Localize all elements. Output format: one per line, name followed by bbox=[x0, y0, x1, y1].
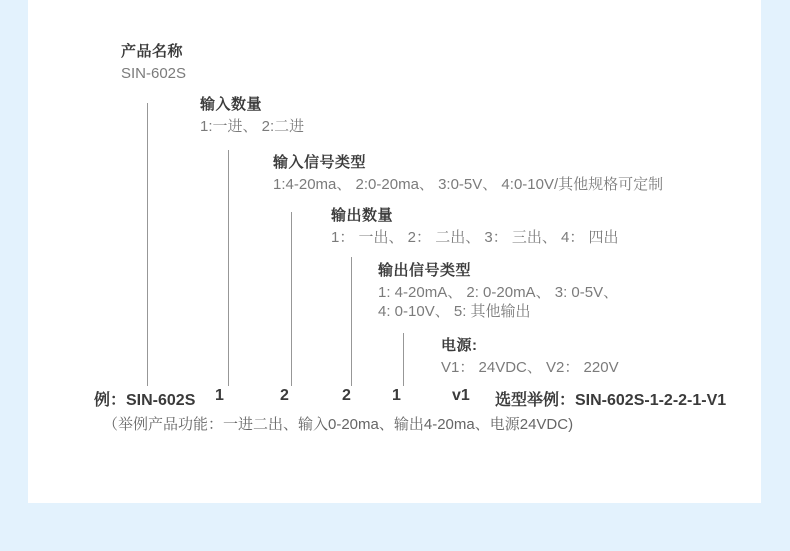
connector-line-output-signal bbox=[403, 333, 404, 386]
example-code-output-signal: 1 bbox=[392, 387, 401, 404]
output-count-options: 1： 一出、 2： 二出、 3： 三出、 4： 四出 bbox=[331, 229, 619, 246]
connector-line-input-signal bbox=[291, 212, 292, 386]
connector-line-input-count bbox=[228, 150, 229, 386]
output-signal-type-block bbox=[378, 260, 618, 321]
output-signal-type-options-line1: 1: 4-20mA、 2: 0-20mA、 3: 0-5V、 bbox=[378, 284, 619, 301]
example-code-power: v1 bbox=[452, 387, 470, 404]
output-signal-type-label: 输出信号类型 bbox=[378, 262, 472, 279]
example-summary: 选型举例：SIN-602S-1-2-2-1-V1 bbox=[495, 392, 727, 409]
input-signal-type-label: 输入信号类型 bbox=[273, 154, 367, 171]
power-supply-options: V1： 24VDC、 V2： 220V bbox=[441, 359, 619, 376]
product-name-block bbox=[121, 41, 186, 83]
connector-line-output-count bbox=[351, 257, 352, 386]
example-code-input-count: 1 bbox=[215, 387, 224, 404]
example-code-input-signal: 2 bbox=[280, 387, 289, 404]
product-name-value: SIN-602S bbox=[121, 65, 187, 82]
input-count-label: 输入数量 bbox=[200, 96, 263, 113]
input-signal-type-options: 1:4-20ma、 2:0-20ma、 3:0-5V、 4:0-10V/其他规格可定制 bbox=[273, 176, 664, 193]
output-count-label: 输出数量 bbox=[331, 207, 394, 224]
output-signal-type-options-line2: 4: 0-10V、 5: 其他输出 bbox=[378, 303, 531, 320]
example-code-row bbox=[28, 387, 790, 409]
connector-line-product bbox=[147, 103, 148, 386]
example-description: （举例产品功能：一进二出、输入0-20ma、输出4-20ma、电源24VDC) bbox=[103, 416, 574, 433]
power-supply-block bbox=[441, 335, 619, 377]
product-name-label: 产品名称 bbox=[121, 43, 184, 60]
example-code-output-count: 2 bbox=[342, 387, 351, 404]
output-count-block bbox=[331, 205, 619, 247]
power-supply-label: 电源: bbox=[441, 337, 478, 354]
example-model-prefix: 例：SIN-602S bbox=[94, 392, 196, 409]
input-count-block bbox=[200, 94, 304, 136]
input-count-options: 1:一进、 2:二进 bbox=[200, 118, 305, 135]
content-card bbox=[28, 0, 761, 503]
input-signal-type-block bbox=[273, 152, 663, 194]
